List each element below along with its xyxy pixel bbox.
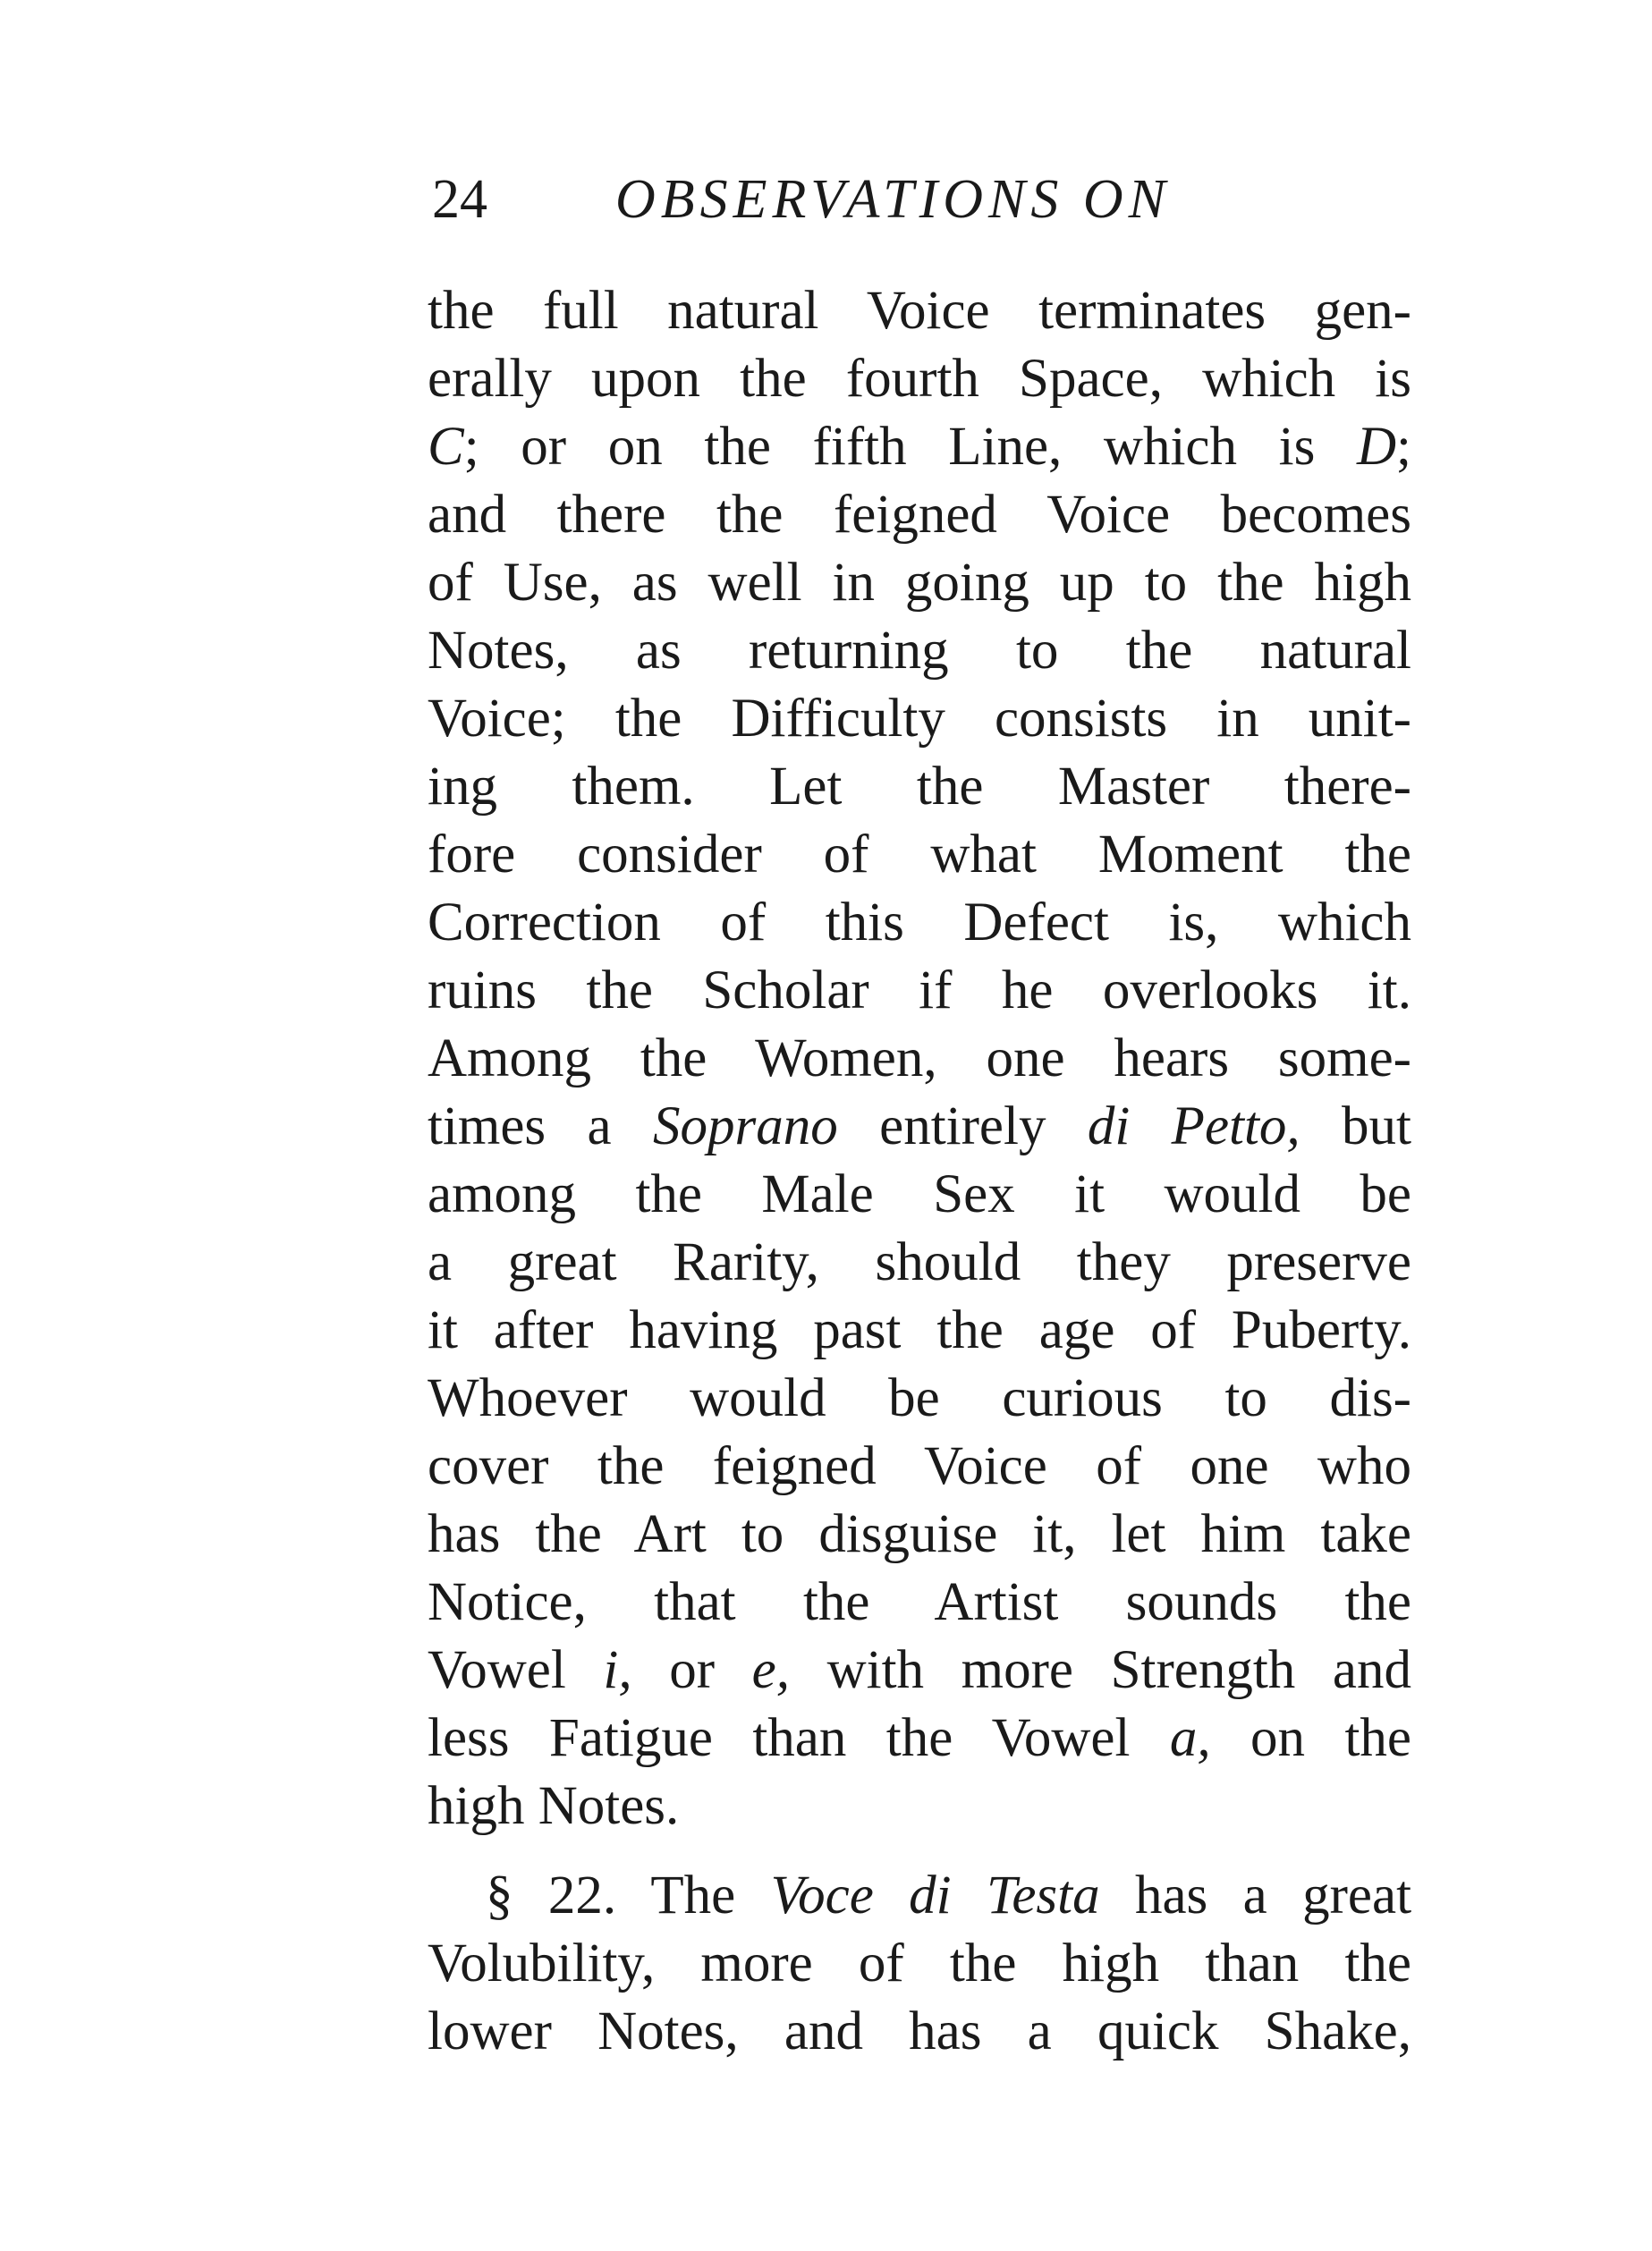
text-line: Correction of this Defect is, which — [428, 893, 1411, 952]
vowel-e: e, — [751, 1640, 790, 1700]
text-fragment: times a — [428, 1096, 612, 1156]
body-text — [428, 277, 1411, 2066]
text-fragment: has a great — [1099, 1866, 1412, 1925]
text-line: among the Male Sex it would be — [428, 1164, 1411, 1224]
paragraph-gap — [428, 1841, 1411, 1862]
term-voce-di-testa: Voce di Testa — [770, 1866, 1100, 1925]
vowel-a: a, — [1169, 1708, 1211, 1768]
text-line: fore consider of what Moment the — [428, 825, 1411, 884]
text-line: and there the feigned Voice becomes — [428, 485, 1411, 545]
text-line: ruins the Scholar if he overlooks it. — [428, 960, 1411, 1020]
text-line — [428, 1637, 1411, 1705]
page-number: 24 — [432, 169, 487, 230]
text-fragment: but — [1300, 1096, 1412, 1156]
running-title: OBSERVATIONS ON — [615, 169, 1171, 230]
text-line: Notice, that the Artist sounds the — [428, 1572, 1411, 1632]
term-di-petto: di Petto, — [1087, 1096, 1300, 1156]
text-line: cover the feigned Voice of one who — [428, 1436, 1411, 1496]
text-line: Among the Women, one hears some- — [428, 1028, 1411, 1088]
text-line: Voice; the Difficulty consists in unit- — [428, 689, 1411, 749]
text-fragment: on the — [1210, 1708, 1411, 1768]
text-line: Volubility, more of the high than the — [428, 1934, 1411, 1993]
term-soprano: Soprano — [653, 1096, 838, 1156]
text-line — [428, 1862, 1411, 1930]
text-line: has the Art to disguise it, let him take — [428, 1504, 1411, 1564]
section-marker: § 22. The — [486, 1866, 736, 1925]
text-line: of Use, as well in going up to the high — [428, 553, 1411, 613]
text-line: a great Rarity, should they preserve — [428, 1232, 1411, 1292]
vowel-i: i, — [603, 1640, 632, 1700]
text-fragment: ; — [1396, 417, 1411, 477]
text-line: high Notes. — [428, 1776, 680, 1836]
note-d: D — [1356, 417, 1397, 477]
text-line: Whoever would be curious to dis- — [428, 1368, 1411, 1428]
note-c: C — [428, 417, 464, 477]
text-fragment: less Fatigue than the Vowel — [428, 1708, 1131, 1768]
text-fragment: entirely — [837, 1096, 1088, 1156]
text-line — [428, 413, 1411, 481]
text-fragment: ; or on the fifth Line, which is — [463, 417, 1316, 477]
text-line: ing them. Let the Master there- — [428, 757, 1411, 817]
text-line: the full natural Voice terminates gen- — [428, 281, 1411, 341]
text-line: lower Notes, and has a quick Shake, — [428, 2001, 1411, 2061]
text-fragment: Vowel — [428, 1640, 566, 1700]
text-line — [428, 1093, 1411, 1161]
text-line: Notes, as returning to the natural — [428, 621, 1411, 681]
text-line: erally upon the fourth Space, which is — [428, 349, 1411, 409]
text-fragment: with more Strength and — [789, 1640, 1411, 1700]
running-head — [432, 159, 1425, 240]
text-fragment: or — [631, 1640, 752, 1700]
text-line — [428, 1705, 1411, 1773]
text-line: it after having past the age of Puberty. — [428, 1300, 1411, 1360]
